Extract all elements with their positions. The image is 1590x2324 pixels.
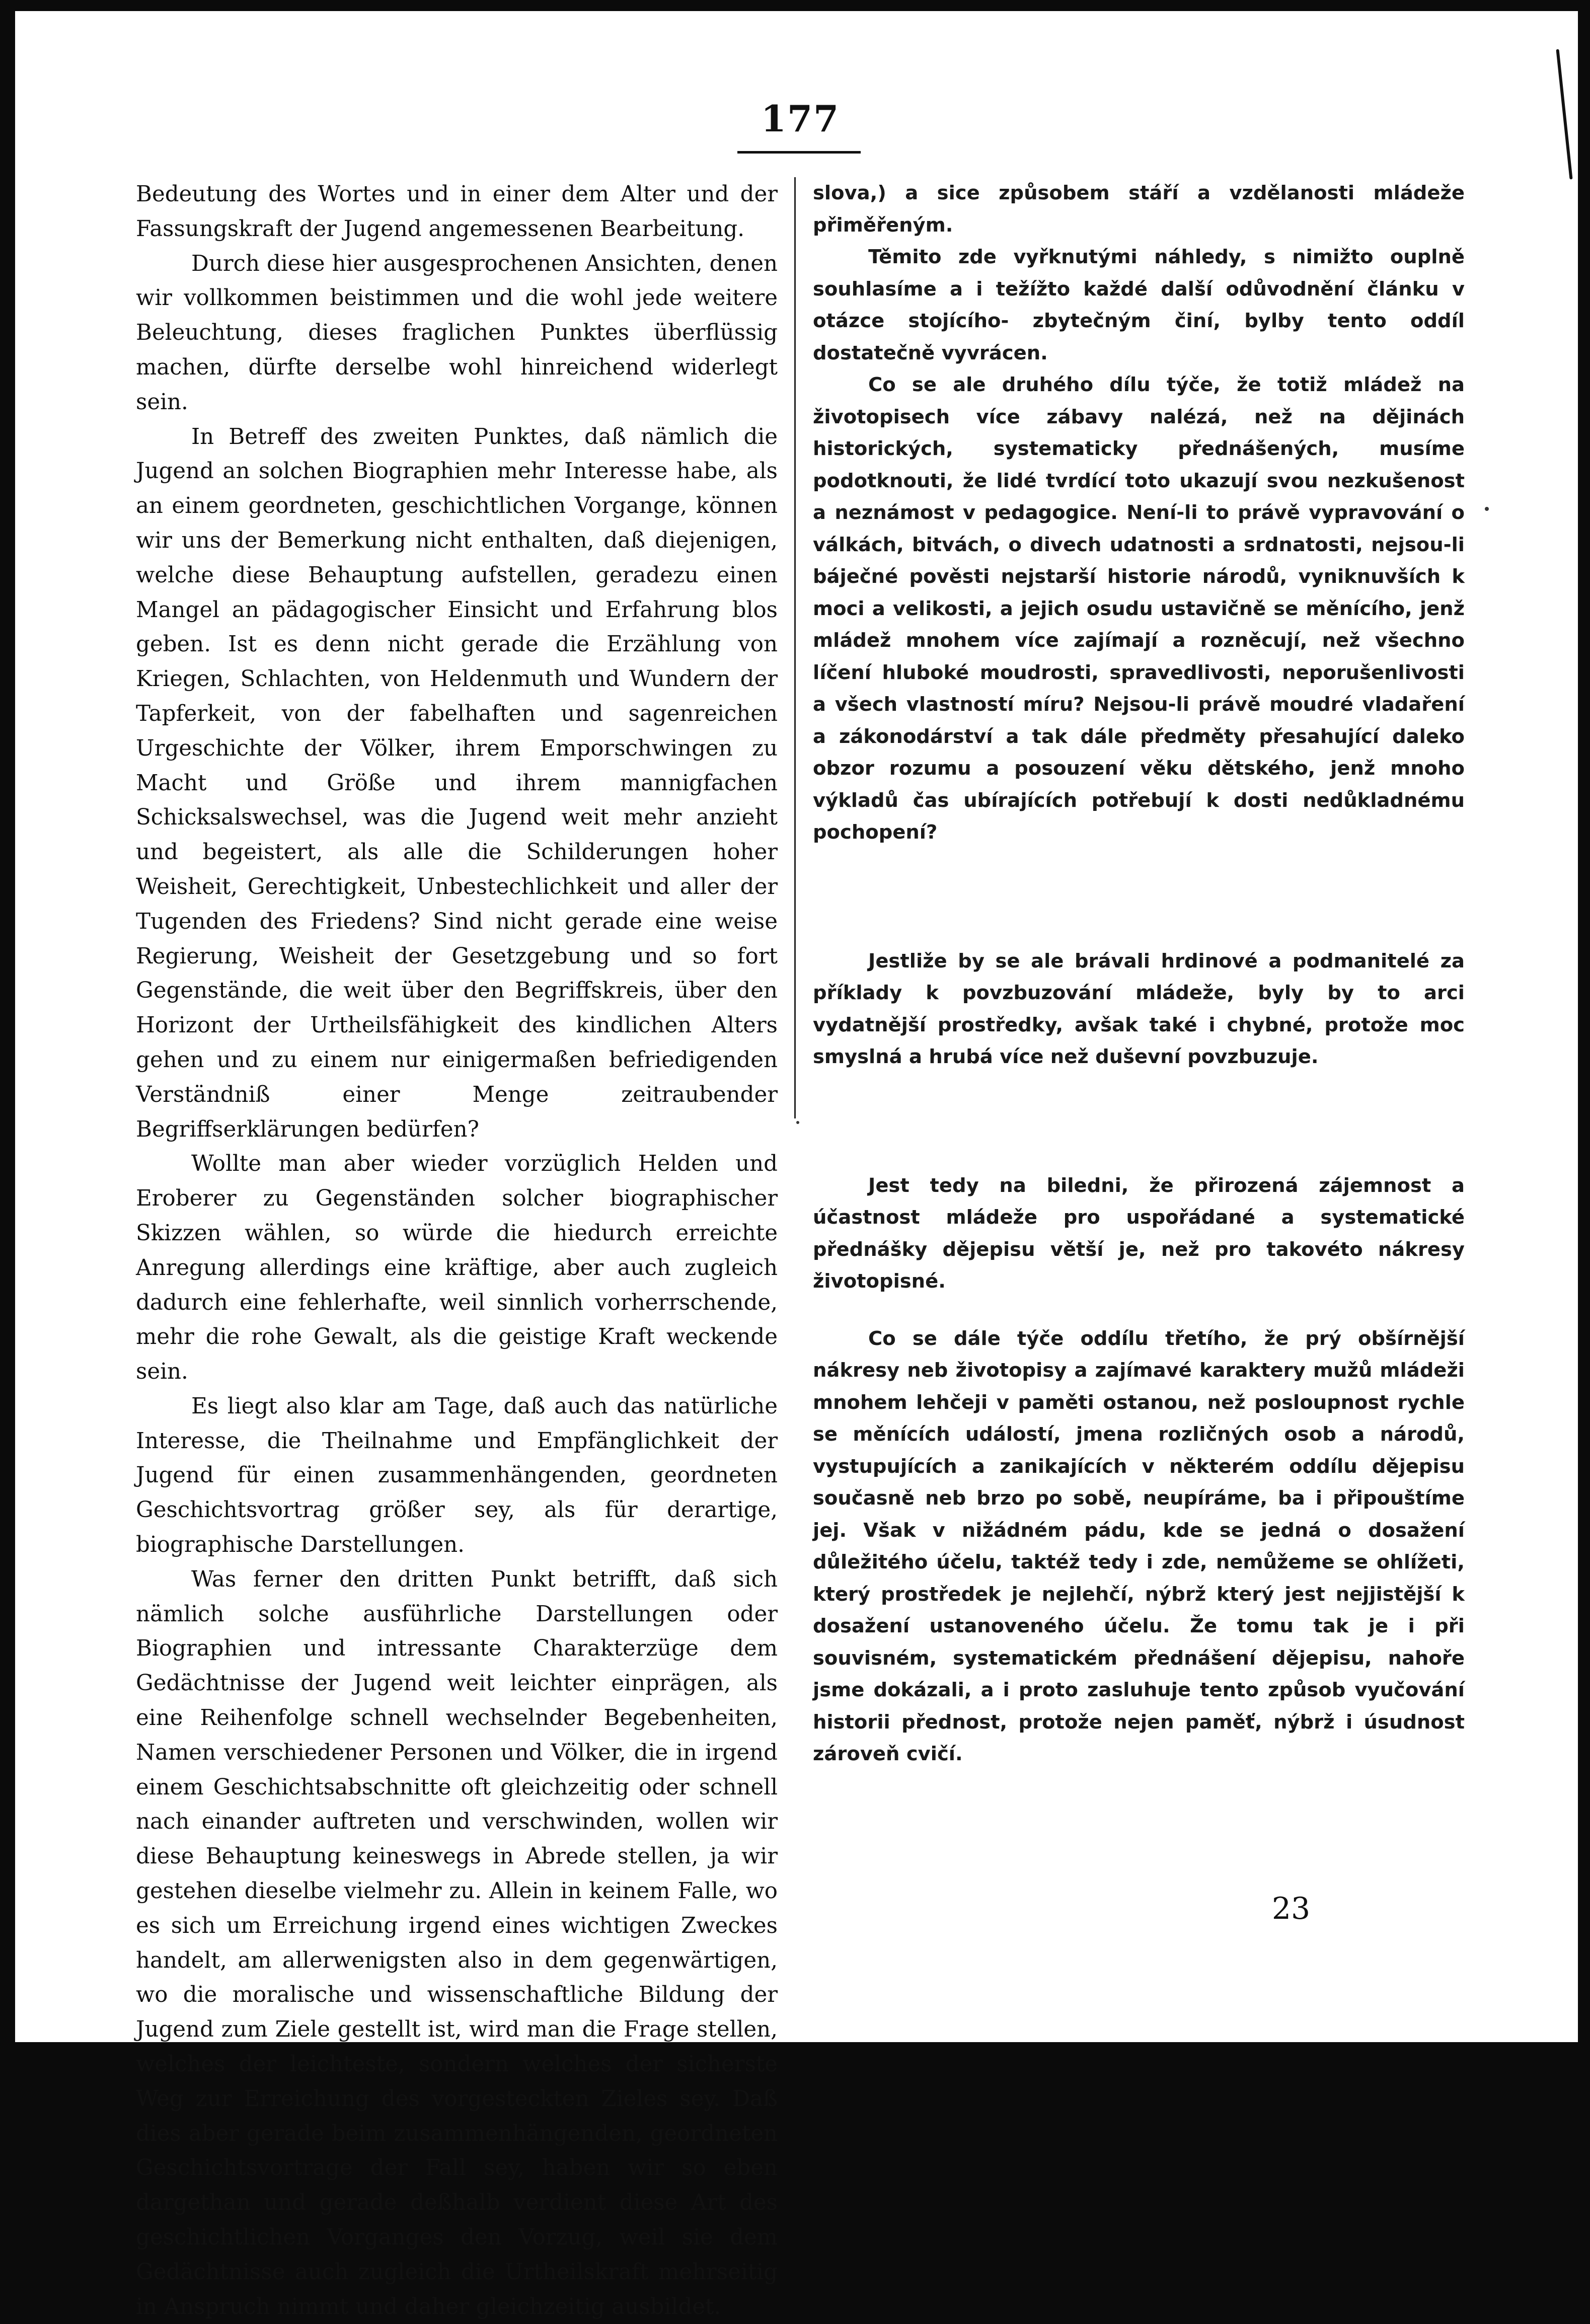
czech-paragraph-6: Co se dále týče oddílu třetího, že prý obšírnější nákresy neb životopisy a zajímavé karaktery mužů mládeži mnohem lehčeji v paměti ostanou, než posloupnost rychle se měnících událostí, jmena rozličných osob a národů, vystupujících a zanikajících v některém oddílu dějepisu současně neb brzo po sobě, neupíráme, ba i připouštíme jej. Však v nižádném pádu, kde se jedná o dosažení důležitého účelu, taktéž tedy i zde, nemůžeme se ohlížeti, který prostředek je nejlehčí, nýbrž který jest nejjistější k dosažení ustanoveného účelu. Že tomu tak je i při souvisném, systematickém přednášení dějepisu, nahoře jsme dokázali, a i proto zasluhuje tento způsob vyučování historii přednost, protože nejen paměť, nýbrž i úsudnost zároveň cvičí.: [813, 1327, 1465, 1765]
german-paragraph-4: Wollte man aber wieder vorzüglich Helden und Eroberer zu Gegenständen solcher biographischer Skizzen wählen, so würde die hiedurch erreichte Anregung allerdings eine kräftige, aber auch zugleich dadurch eine fehlerhafte, weil sinnlich vorherrschende, mehr die rohe Gewalt, als die geistige Kraft weckende sein.: [136, 1151, 778, 1385]
document-page: [15, 11, 1578, 2319]
edge-mark: [1556, 49, 1572, 179]
stray-dot: [796, 1121, 799, 1124]
german-paragraph-3: In Betreff des zweiten Punktes, daß nämlich die Jugend an solchen Biographien mehr Interesse habe, als an einem geordneten, geschichtlichen Vorgange, können wir uns der Bemerkung nicht enthalten, daß diejenigen, welche diese Behauptung aufstellen, geradezu einen Mangel an pädagogischer Einsicht und Erfahrung blos geben. Ist es denn nicht gerade die Erzählung von Kriegen, Schlachten, von Heldenmuth und Wundern der Tapferkeit, von der fabelhaften und sagenreichen Urgeschichte der Völker, ihrem Emporschwingen zu Macht und Größe und ihrem mannigfachen Schicksalswechsel, was die Jugend weit mehr anzieht und begeistert, als alle die Schilderungen hoher Weisheit, Gerechtigkeit, Unbestechlichkeit und aller der Tugenden des Friedens? Sind nicht gerade eine weise Regierung, Weisheit der Gesetzgebung und so fort Gegenstände, die weit über den Begriffskreis, über den Horizont der Urtheilsfähigkeit des kindlichen Alters gehen und zu einem nur einigermaßen befriedigenden Verständniß einer Menge zeitraubender Begriffserklärungen bedürfen?: [136, 424, 778, 1142]
german-paragraph-1: Bedeutung des Wortes und in einer dem Alter und der Fassungskraft der Jugend angemessenen Bearbeitung.: [136, 182, 778, 242]
signature-folio: 23: [1271, 1891, 1311, 1926]
czech-paragraph-5: Jest tedy na biledni, že přirozená zájemnost a účastnost mládeže pro uspořádané a systematické přednášky dějepisu větší je, než pro takovéto nákresy životopisné.: [813, 1174, 1465, 1293]
czech-paragraph-1: slova,) a sice způsobem stáří a vzdělanosti mládeže přiměřeným.: [813, 182, 1465, 237]
czech-paragraph-3: Co se ale druhého dílu týče, že totiž mládež na životopisech více zábavy nalézá, než na dějinách historických, systematicky přednášených, musíme podotknouti, že lidé tvrdící toto ukazují svou nezkušenost a neznámost v pedagogice. Není-li to právě vypravování o válkách, bitvách, o divech udatnosti a srdnatosti, nejsou-li báječné pověsti nejstarší historie národů, vyniknuvších k moci a velikosti, a jejich osudu ustavičně se měnícího, jenž mládež mnohem více zajímají a rozněcují, než všechno líčení hluboké moudrosti, spravedlivosti, neporušenlivosti a všech vlastností míru? Nejsou-li právě moudré vladaření a zákonodárství a tak dále předměty přesahující daleko obzor rozumu a posouzení věku dětského, jenž mnoho výkladů čas ubírajících potřebují k dosti nedůkladnému pochopení?: [813, 373, 1465, 844]
czech-column: [813, 177, 1465, 1770]
german-paragraph-6: Was ferner den dritten Punkt betrifft, daß sich nämlich solche ausführliche Darstellungen oder Biographien und intressante Charakterzüge dem Gedächtnisse der Jugend weit leichter einprägen, als eine Reihenfolge schnell wechselnder Begebenheiten, Namen verschiedener Personen und Völker, die in irgend einem Geschichtsabschnitte oft gleichzeitig oder schnell nach einander auftreten und verschwinden, wollen wir diese Behauptung keineswegs in Abrede stellen, ja wir gestehen dieselbe vielmehr zu. Allein in keinem Falle, wo es sich um Erreichung irgend eines wichtigen Zweckes handelt, am allerwenigsten also in dem gegenwärtigen, wo die moralische und wissenschaftliche Bildung der Jugend zum Ziele gestellt ist, wird man die Frage stellen, welches der leichteste, sondern welches der sicherste Weg zur Erreichung des vorgesteckten Zieles sey. Daß dies aber gerade beim zusammenhängenden, geordneten Geschichtsvortrage der Fall sey, haben wir so eben dargethan und gerade deßhalb verdient diese Art des geschichtlichen Vorganges den Vorzug, weil sie dem Gedächtnisse auch zugleich die Urtheilskraft mehrseitig in Anspruch nimmt und daher gleichzeitig ausbildet.: [136, 1566, 778, 2319]
czech-paragraph-4: Jestliže by se ale brávali hrdinové a podmanitelé za příklady k povzbuzování mládeže, byly by to arci vydatnější prostředky, avšak také i chybné, protože moc smyslná a hrubá více než duševní povzbuzuje.: [813, 949, 1465, 1068]
stray-dot: [1485, 507, 1489, 511]
german-paragraph-2: Durch diese hier ausgesprochenen Ansichten, denen wir vollkommen beistimmen und die wohl jede weitere Beleuchtung, dieses fraglichen Punktes überflüssig machen, dürfte derselbe wohl hinreichend widerlegt sein.: [136, 251, 778, 415]
header-rule: [737, 151, 861, 154]
column-divider: [794, 177, 796, 1118]
german-column: [136, 177, 778, 2324]
page-number: 177: [761, 97, 840, 140]
czech-paragraph-2: Těmito zde vyřknutými náhledy, s nimižto ouplně souhlasíme a i težížto každé další odůvodnění článku v otázce stojícího- zbytečným činí, bylby tento oddíl dostatečně vyvrácen.: [813, 246, 1465, 364]
german-paragraph-5: Es liegt also klar am Tage, daß auch das natürliche Interesse, die Theilnahme und Empfänglichkeit der Jugend für einen zusammenhängenden, geordneten Geschichtsvortrag größer sey, als für derartige, biographische Darstellungen.: [136, 1393, 778, 1558]
